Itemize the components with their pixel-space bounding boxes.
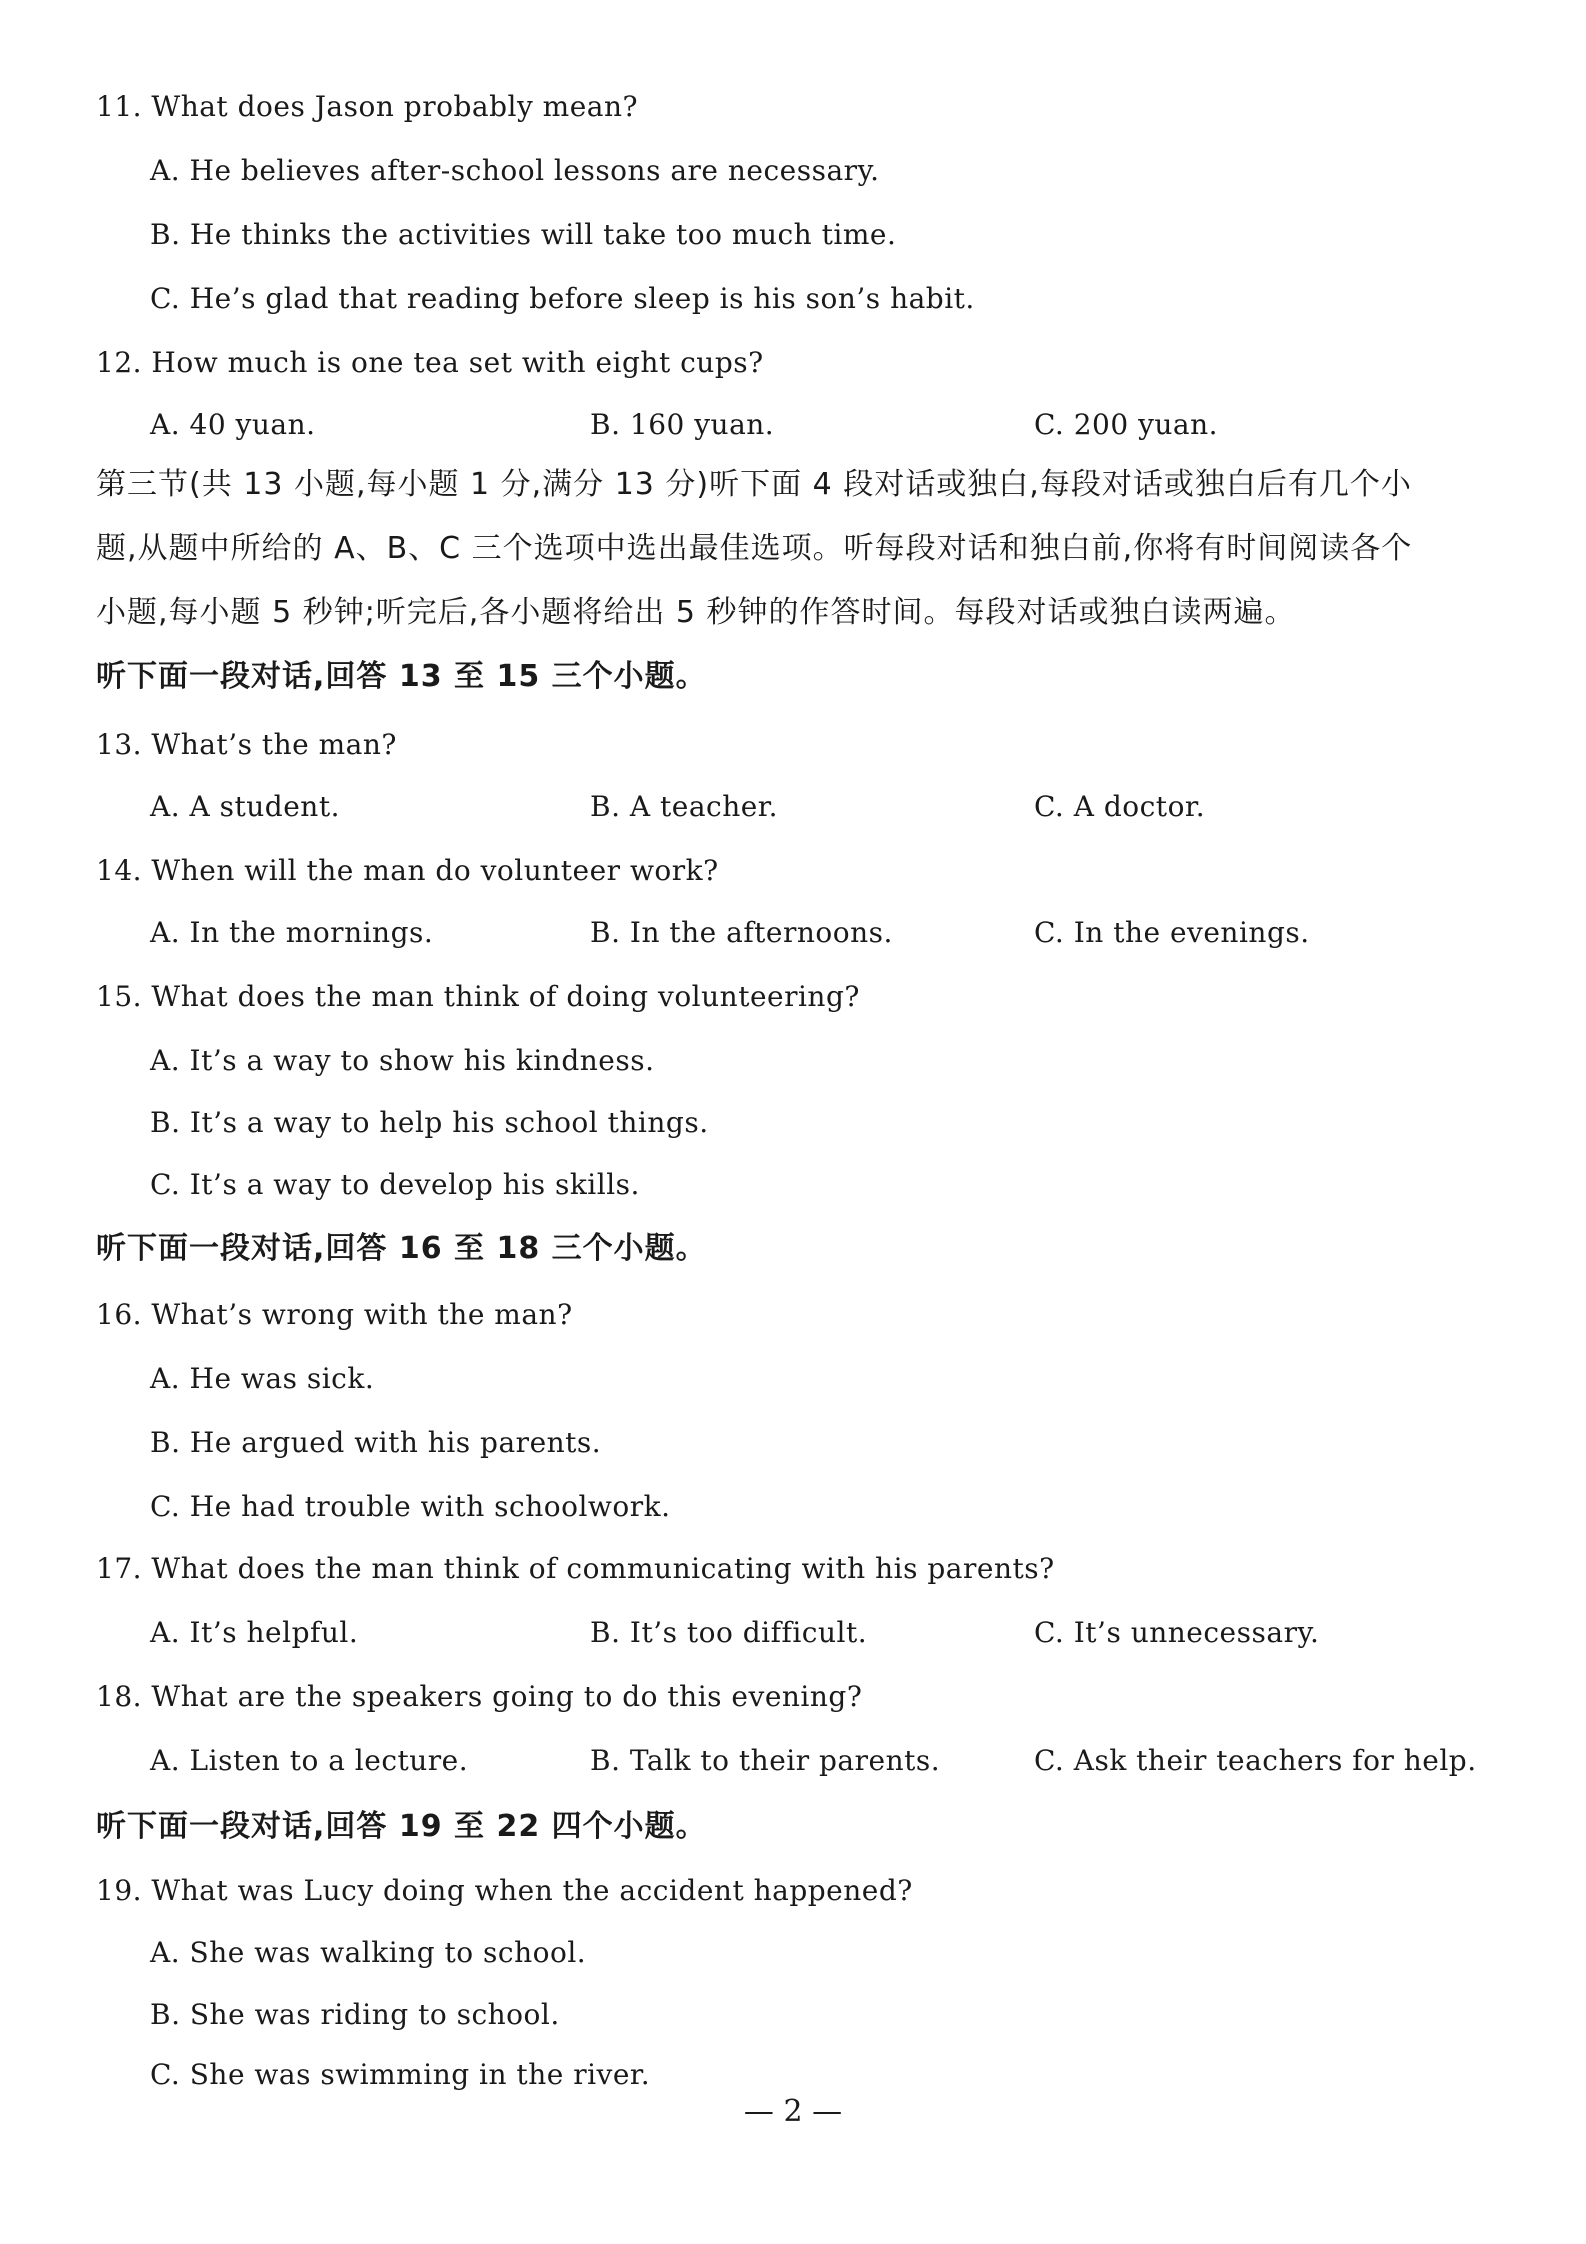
question-12-option-b: B. 160 yuan.	[590, 408, 775, 441]
question-11-option-b: B. He thinks the activities will take too much time.	[150, 218, 897, 251]
question-16-option-c: C. He had trouble with schoolwork.	[150, 1490, 671, 1523]
question-14-option-c: C. In the evenings.	[1034, 916, 1310, 949]
question-18-option-a: A. Listen to a lecture.	[150, 1744, 469, 1777]
section-3-instructions-line-1	[96, 466, 1412, 504]
question-19-option-b: B. She was riding to school.	[150, 1998, 560, 2031]
question-17-option-b: B. It’s too difficult.	[590, 1616, 868, 1649]
question-19-option-a: A. She was walking to school.	[150, 1936, 587, 1969]
section-3-line-1-text: 第三节(共 13 小题,每小题 1 分,满分 13 分)听下面 4 段对话或独白,每段对话或独白后有几个小	[96, 467, 1412, 502]
question-14-option-b: B. In the afternoons.	[590, 916, 893, 949]
question-18-option-b: B. Talk to their parents.	[590, 1744, 941, 1777]
section-3-instructions-line-2: 题,从题中所给的 A、B、C 三个选项中选出最佳选项。听每段对话和独白前,你将有时间阅读各个	[96, 531, 1413, 566]
question-13-stem: 13. What’s the man?	[96, 728, 397, 761]
instruction-13-15: 听下面一段对话,回答 13 至 15 三个小题。	[96, 659, 707, 694]
question-17-option-a: A. It’s helpful.	[150, 1616, 359, 1649]
question-11-stem: 11. What does Jason probably mean?	[96, 90, 639, 123]
question-15-option-a: A. It’s a way to show his kindness.	[150, 1044, 655, 1077]
question-14-stem: 14. When will the man do volunteer work?	[96, 854, 719, 887]
question-16-option-b: B. He argued with his parents.	[150, 1426, 602, 1459]
question-13-option-c: C. A doctor.	[1034, 790, 1206, 823]
question-11-option-a: A. He believes after-school lessons are necessary.	[150, 154, 880, 187]
question-17-option-c: C. It’s unnecessary.	[1034, 1616, 1320, 1649]
question-15-stem: 15. What does the man think of doing volunteering?	[96, 980, 860, 1013]
instruction-16-18: 听下面一段对话,回答 16 至 18 三个小题。	[96, 1231, 707, 1266]
instruction-19-22: 听下面一段对话,回答 19 至 22 四个小题。	[96, 1809, 707, 1844]
section-3-instructions-line-3: 小题,每小题 5 秒钟;听完后,各小题将给出 5 秒钟的作答时间。每段对话或独白读两遍。	[96, 595, 1296, 630]
question-12-stem: 12. How much is one tea set with eight cups?	[96, 346, 764, 379]
question-12-option-a: A. 40 yuan.	[150, 408, 316, 441]
question-16-stem: 16. What’s wrong with the man?	[96, 1298, 573, 1331]
question-19-stem: 19. What was Lucy doing when the accident happened?	[96, 1874, 913, 1907]
question-13-option-b: B. A teacher.	[590, 790, 779, 823]
question-11-option-c: C. He’s glad that reading before sleep is his son’s habit.	[150, 282, 975, 315]
question-12-option-c: C. 200 yuan.	[1034, 408, 1219, 441]
question-14-option-a: A. In the mornings.	[150, 916, 434, 949]
question-13-option-a: A. A student.	[150, 790, 340, 823]
question-15-option-b: B. It’s a way to help his school things.	[150, 1106, 709, 1139]
question-15-option-c: C. It’s a way to develop his skills.	[150, 1168, 640, 1201]
question-18-option-c: C. Ask their teachers for help.	[1034, 1744, 1477, 1777]
question-19-option-c: C. She was swimming in the river.	[150, 2058, 651, 2091]
question-17-stem: 17. What does the man think of communicating with his parents?	[96, 1552, 1055, 1585]
question-16-option-a: A. He was sick.	[150, 1362, 375, 1395]
question-18-stem: 18. What are the speakers going to do this evening?	[96, 1680, 863, 1713]
page-number: — 2 —	[743, 2094, 843, 2129]
